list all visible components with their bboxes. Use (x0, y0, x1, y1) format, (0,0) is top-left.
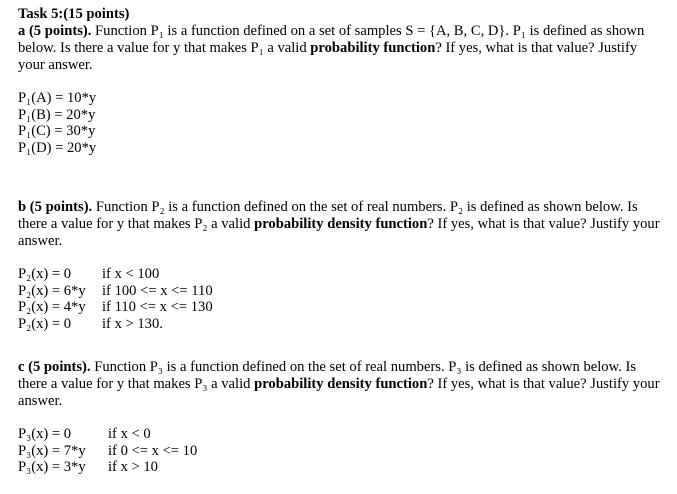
piecewise-row (18, 316, 667, 333)
piecewise-row (18, 299, 667, 316)
formula-expr: P₁(D) = 20*y (18, 139, 97, 156)
piecewise-expr: P₂(x) = 0 (18, 266, 72, 282)
task-title: Task 5:(15 points) (18, 6, 130, 22)
part-b-bold-term: probability density function (254, 216, 428, 232)
piecewise-row (18, 426, 667, 443)
part-b-label: b (5 points). (18, 199, 93, 215)
piecewise-expr: P₃(x) = 3*y (18, 459, 86, 475)
piecewise-condition: if x < 100 (102, 266, 160, 282)
part-c (18, 359, 667, 476)
piecewise-condition: if x < 0 (108, 426, 151, 442)
part-a-text-1: Function P₁ is a function defined on a set of samples S = {A, B, C, D}. P₁ is defined as shown below. Is there a value for y that makes P₁ a valid (18, 23, 645, 56)
part-a-question (18, 23, 667, 74)
part-c-formulas (18, 426, 667, 476)
part-c-bold-term: probability density function (254, 376, 428, 392)
piecewise-expr: P₂(x) = 6*y (18, 282, 86, 299)
part-b-text-2: ? If yes, what is that value? Justify your answer. (18, 216, 660, 249)
part-a-formulas (18, 90, 667, 156)
formula-expr: P₁(A) = 10*y (18, 90, 97, 106)
part-c-text-1: Function P₃ is a function defined on the set of real numbers. P₃ is defined as shown below. Is there a value for y that makes P₃ a valid (18, 359, 637, 392)
piecewise-condition: if 0 <= x <= 10 (108, 442, 198, 459)
part-b-formulas (18, 266, 667, 332)
part-a-text-2: ? If yes, what is that value? Justify your answer. (18, 40, 638, 73)
part-a-bold-term: probability function (310, 40, 436, 56)
piecewise-row (18, 283, 667, 300)
part-b-question (18, 199, 667, 250)
piecewise-expr: P₃(x) = 0 (18, 426, 72, 442)
piecewise-row (18, 443, 667, 460)
piecewise-expr: P₃(x) = 7*y (18, 442, 86, 459)
piecewise-condition: if 100 <= x <= 110 (102, 282, 213, 299)
part-a (18, 23, 667, 156)
formula-expr: P₁(C) = 30*y (18, 123, 96, 139)
formula-row (18, 140, 667, 157)
part-b-text-1: Function P₂ is a function defined on the set of real numbers. P₂ is defined as shown below. Is there a value for y that makes P₂ a valid (18, 199, 638, 232)
formula-row (18, 107, 667, 124)
part-b (18, 199, 667, 332)
part-c-label: c (5 points). (18, 359, 91, 375)
formula-expr: P₁(B) = 20*y (18, 106, 96, 123)
piecewise-condition: if 110 <= x <= 130 (102, 299, 213, 315)
piecewise-condition: if x > 10 (108, 459, 158, 475)
piecewise-condition: if x > 130. (102, 315, 163, 332)
piecewise-row (18, 459, 667, 476)
part-c-text-2: ? If yes, what is that value? Justify your answer. (18, 376, 660, 409)
formula-row (18, 123, 667, 140)
piecewise-expr: P₂(x) = 4*y (18, 299, 86, 315)
part-c-question (18, 359, 667, 410)
piecewise-row (18, 266, 667, 283)
part-a-label: a (5 points). (18, 23, 92, 39)
piecewise-expr: P₂(x) = 0 (18, 315, 72, 332)
formula-row (18, 90, 667, 107)
